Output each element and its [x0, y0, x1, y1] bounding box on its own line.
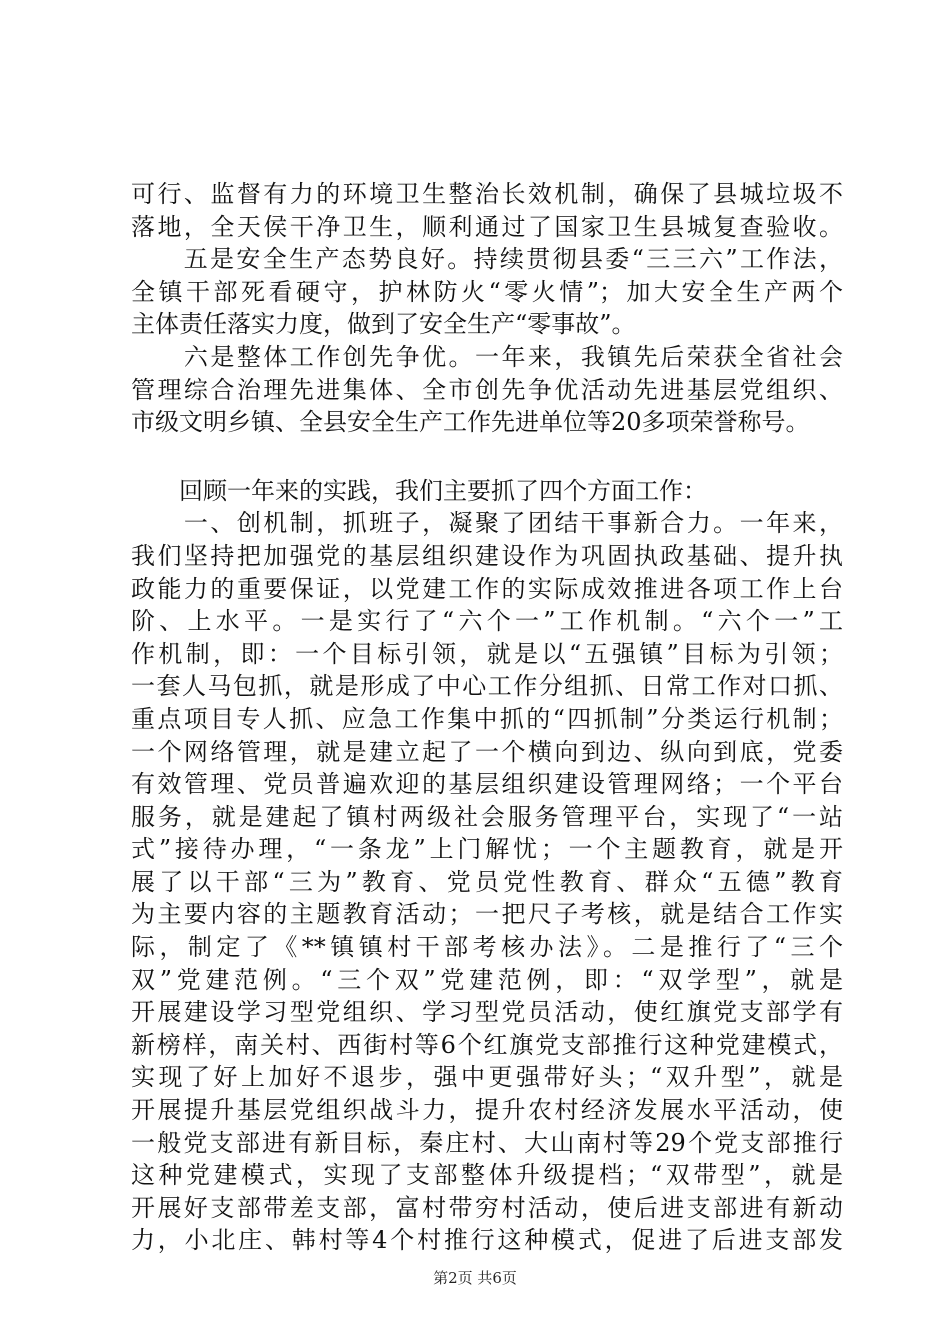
text-line: 开展建设学习型党组织、学习型党员活动，使红旗党支部学有	[131, 998, 843, 1027]
text-line: 落地，全天侯干净卫生，顺利通过了国家卫生县城复查验收。	[131, 212, 843, 241]
document-body	[131, 178, 843, 1257]
text-line: 可行、监督有力的环境卫生整治长效机制，确保了县城垃圾不	[131, 180, 843, 208]
text-line: 服务，就是建起了镇村两级社会服务管理平台，实现了“一站	[131, 802, 843, 831]
text-line: 主体责任落实力度，做到了安全生产“零事故”。	[131, 310, 636, 339]
paragraph-gap	[131, 439, 843, 475]
text-line: 式”接待办理，“一条龙”上门解忧；一个主题教育，就是开	[131, 835, 843, 864]
text-line: 有效管理、党员普遍欢迎的基层组织建设管理网络；一个平台	[131, 770, 843, 799]
text-line: 回顾一年来的实践，我们主要抓了四个方面工作：	[131, 476, 707, 505]
page-number-footer: 第2页 共6页	[433, 1269, 517, 1287]
text-line: 六是整体工作创先争优。一年来，我镇先后荣获全省社会	[131, 342, 843, 371]
text-line: 际，制定了《**镇镇村干部考核办法》。二是推行了“三个	[131, 933, 843, 962]
text-line: 一、创机制，抓班子，凝聚了团结干事新合力。一年来，	[131, 509, 843, 538]
text-line: 展了以干部“三为”教育、党员党性教育、群众“五德”教育	[131, 867, 843, 896]
text-line: 阶、上水平。一是实行了“六个一”工作机制。“六个一”工	[131, 607, 843, 636]
text-line: 管理综合治理先进集体、全市创先争优活动先进基层党组织、	[131, 375, 843, 404]
text-line: 为主要内容的主题教育活动；一把尺子考核，就是结合工作实	[131, 900, 843, 929]
text-line: 全镇干部死看硬守，护林防火“零火情”；加大安全生产两个	[131, 277, 843, 306]
text-line: 重点项目专人抓、应急工作集中抓的“四抓制”分类运行机制；	[131, 704, 843, 733]
text-line: 作机制，即：一个目标引领，就是以“五强镇”目标为引领；	[131, 639, 843, 668]
text-line: 一般党支部进有新目标，秦庄村、大山南村等29个党支部推行	[131, 1128, 843, 1157]
text-line: 双”党建范例。“三个双”党建范例，即：“双学型”，就是	[131, 965, 843, 994]
text-line: 一个网络管理，就是建立起了一个横向到边、纵向到底，党委	[131, 737, 843, 766]
text-line: 开展提升基层党组织战斗力，提升农村经济发展水平活动，使	[131, 1096, 843, 1125]
text-line: 五是安全生产态势良好。持续贯彻县委“三三六”工作法，	[131, 245, 843, 274]
text-line: 我们坚持把加强党的基层组织建设作为巩固执政基础、提升执	[131, 541, 843, 570]
text-line: 力，小北庄、韩村等4个村推行这种模式，促进了后进支部发	[131, 1226, 843, 1255]
text-line: 这种党建模式，实现了支部整体升级提档；“双带型”，就是	[131, 1161, 843, 1190]
text-line: 新榜样，南关村、西街村等6个红旗党支部推行这种党建模式，	[131, 1030, 843, 1059]
text-line: 实现了好上加好不退步，强中更强带好头；“双升型”，就是	[131, 1063, 843, 1092]
text-line: 开展好支部带差支部，富村带穷村活动，使后进支部进有新动	[131, 1193, 843, 1222]
text-line: 市级文明乡镇、全县安全生产工作先进单位等20多项荣誉称号。	[131, 408, 810, 437]
text-line: 政能力的重要保证，以党建工作的实际成效推进各项工作上台	[131, 574, 843, 603]
text-line: 一套人马包抓，就是形成了中心工作分组抓、日常工作对口抓、	[131, 672, 843, 701]
